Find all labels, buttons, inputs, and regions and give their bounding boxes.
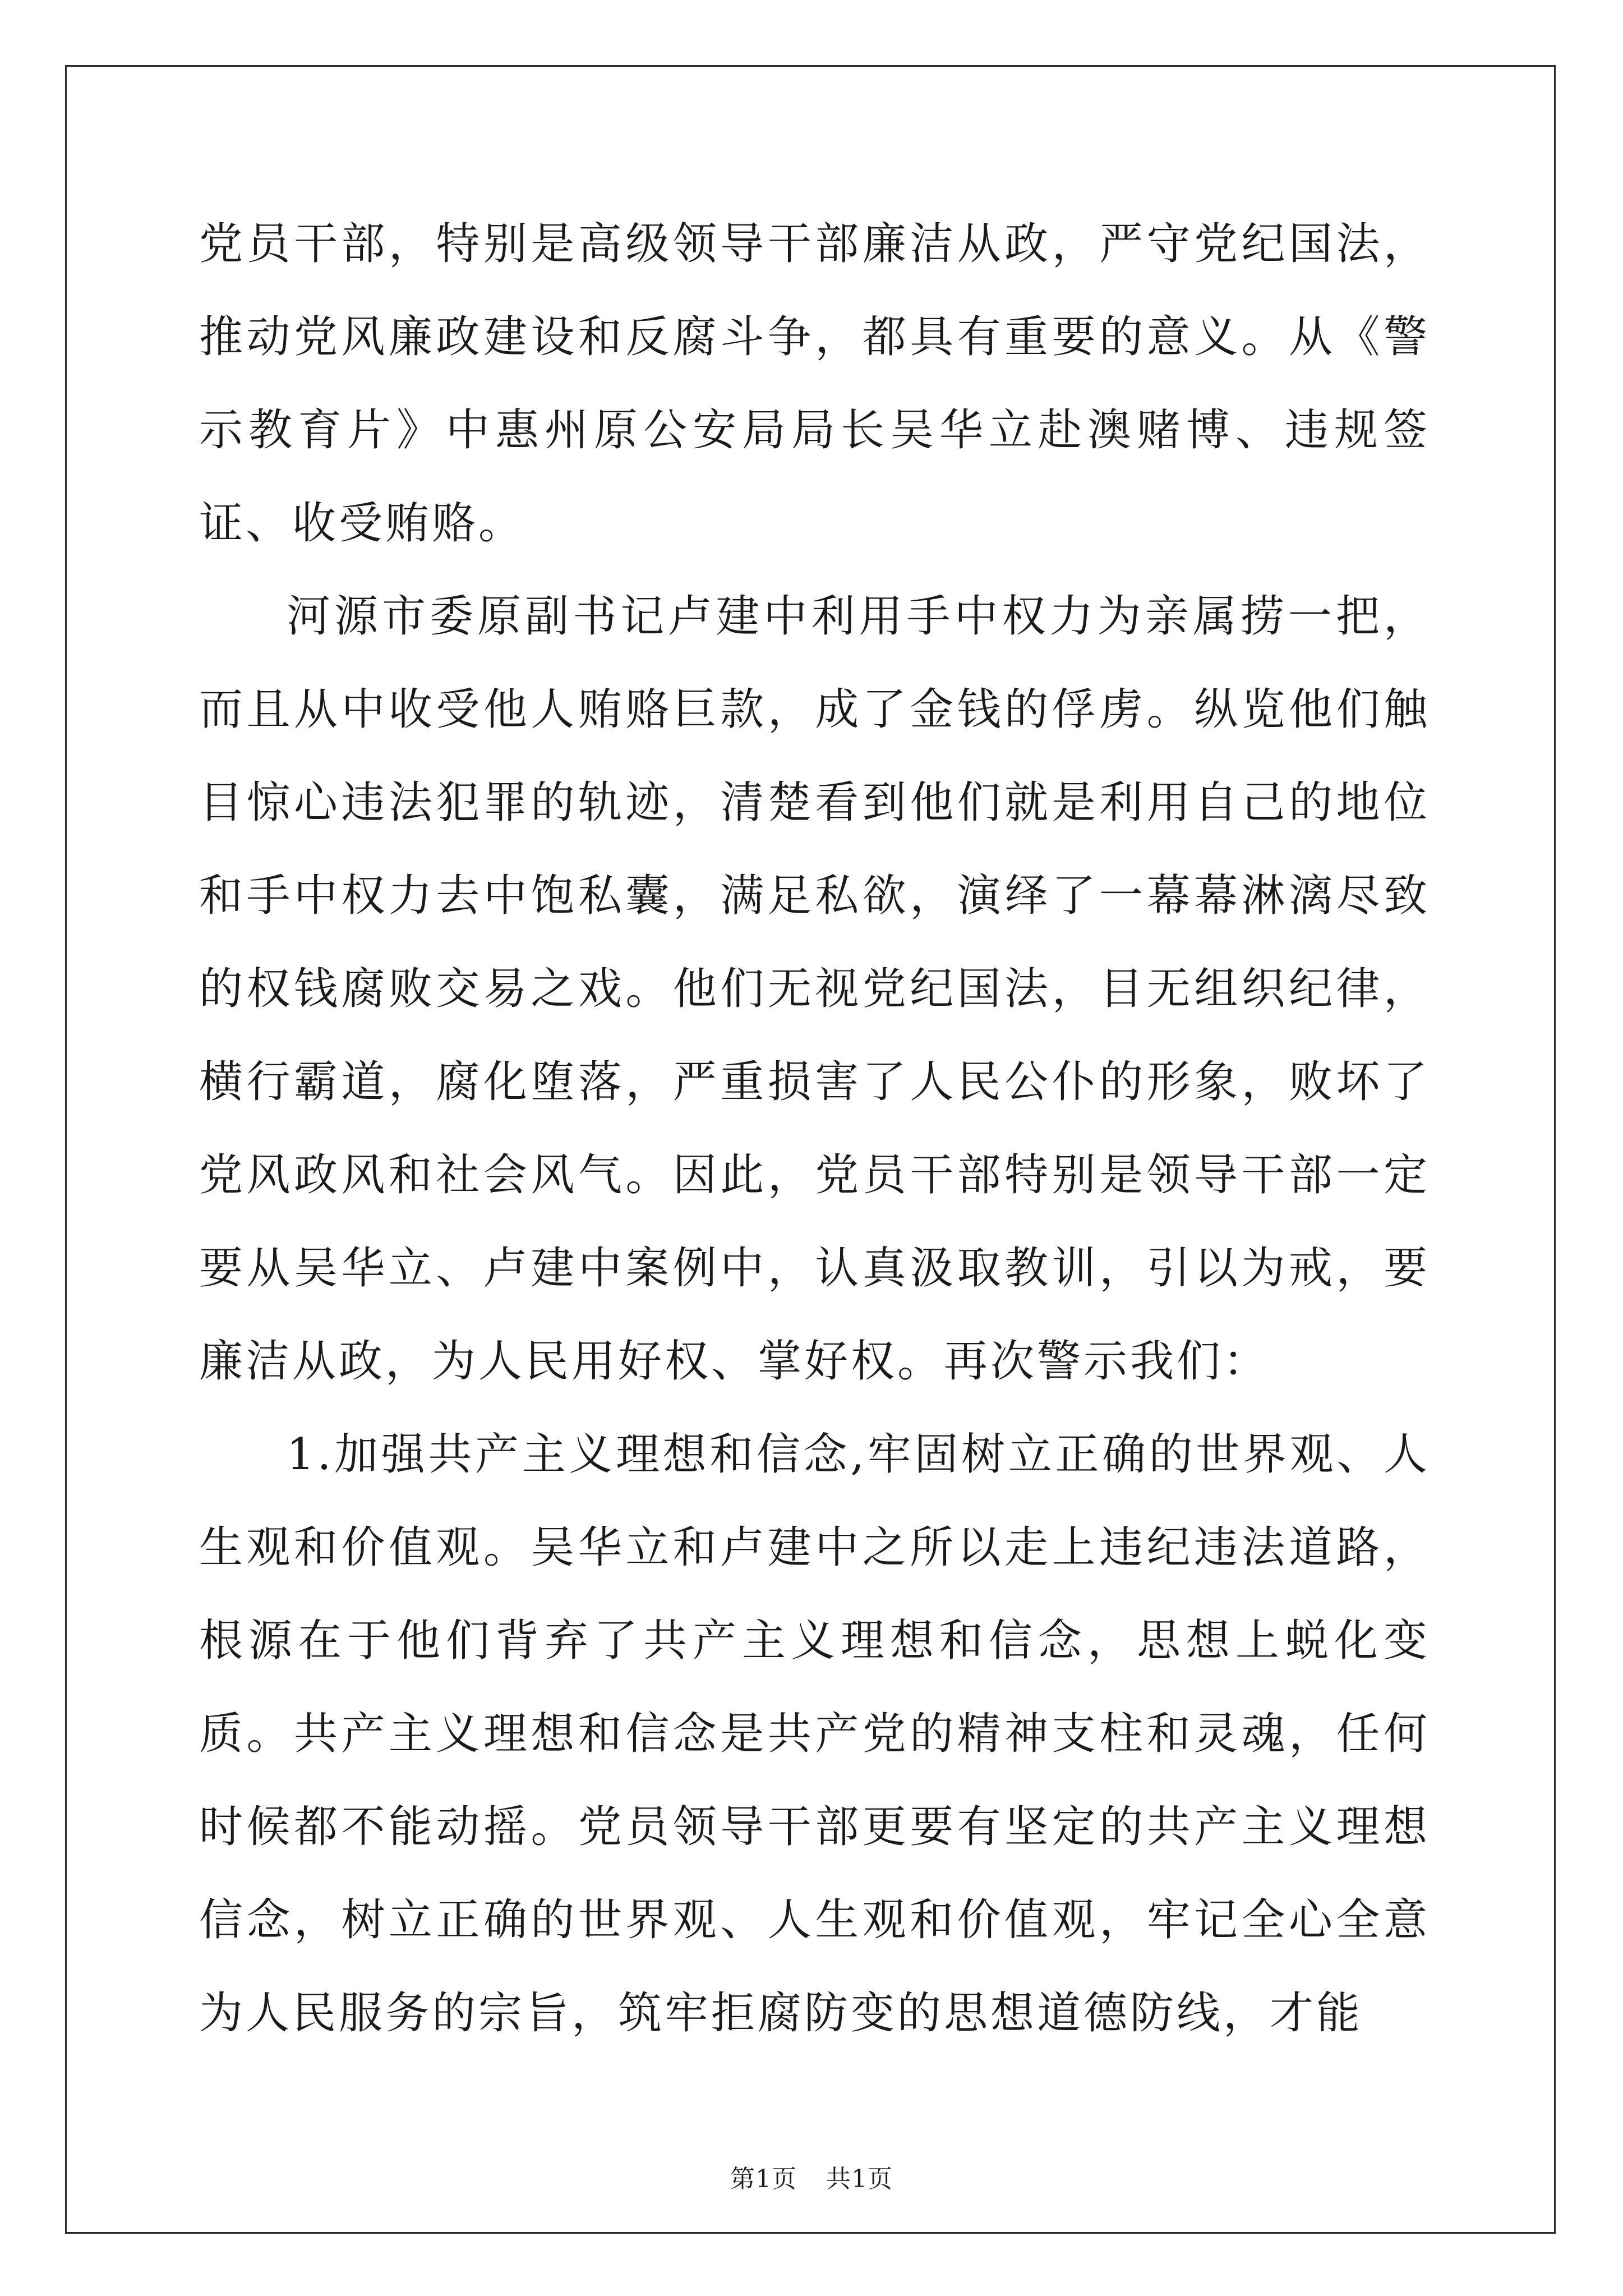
page-number-total: 共1页 <box>826 2165 893 2193</box>
paragraph-3: 1.加强共产主义理想和信念,牢固树立正确的世界观、人生观和价值观。吴华立和卢建中之所以走上违纪违法道路，根源在于他们背弃了共产主义理想和信念，思想上蜕化变质。共产主义理想和信念是共产党的精神支柱和灵魂，任何时候都不能动摇。党员领导干部更要有坚定的共产主义理想信念，树立正确的世界观、人生观和价值观，牢记全心全意为人民服务的宗旨，筑牢拒腐防变的思想道德防线，才能 <box>199 1429 1430 2039</box>
paragraph-1: 党员干部，特别是高级领导干部廉洁从政，严守党纪国法，推动党风廉政建设和反腐斗争，都具有重要的意义。从《警示教育片》中惠州原公安局局长吴华立赴澳赌博、违规签证、收受贿赂。 <box>199 219 1430 549</box>
paragraph-2: 河源市委原副书记卢建中利用手中权力为亲属捞一把，而且从中收受他人贿赂巨款，成了金钱的俘虏。纵览他们触目惊心违法犯罪的轨迹，清楚看到他们就是利用自己的地位和手中权力去中饱私囊，满足私欲，演绎了一幕幕淋漓尽致的权钱腐败交易之戏。他们无视党纪国法，目无组织纪律，横行霸道，腐化堕落，严重损害了人民公仆的形象，败坏了党风政风和社会风气。因此，党员干部特别是领导干部一定要从吴华立、卢建中案例中，认真汲取教训，引以为戒，要廉洁从政，为人民用好权、掌好权。再次警示我们： <box>199 591 1430 1387</box>
page-footer <box>0 2162 1623 2196</box>
document-body <box>199 197 1430 2060</box>
page-number-current: 第1页 <box>730 2165 797 2193</box>
